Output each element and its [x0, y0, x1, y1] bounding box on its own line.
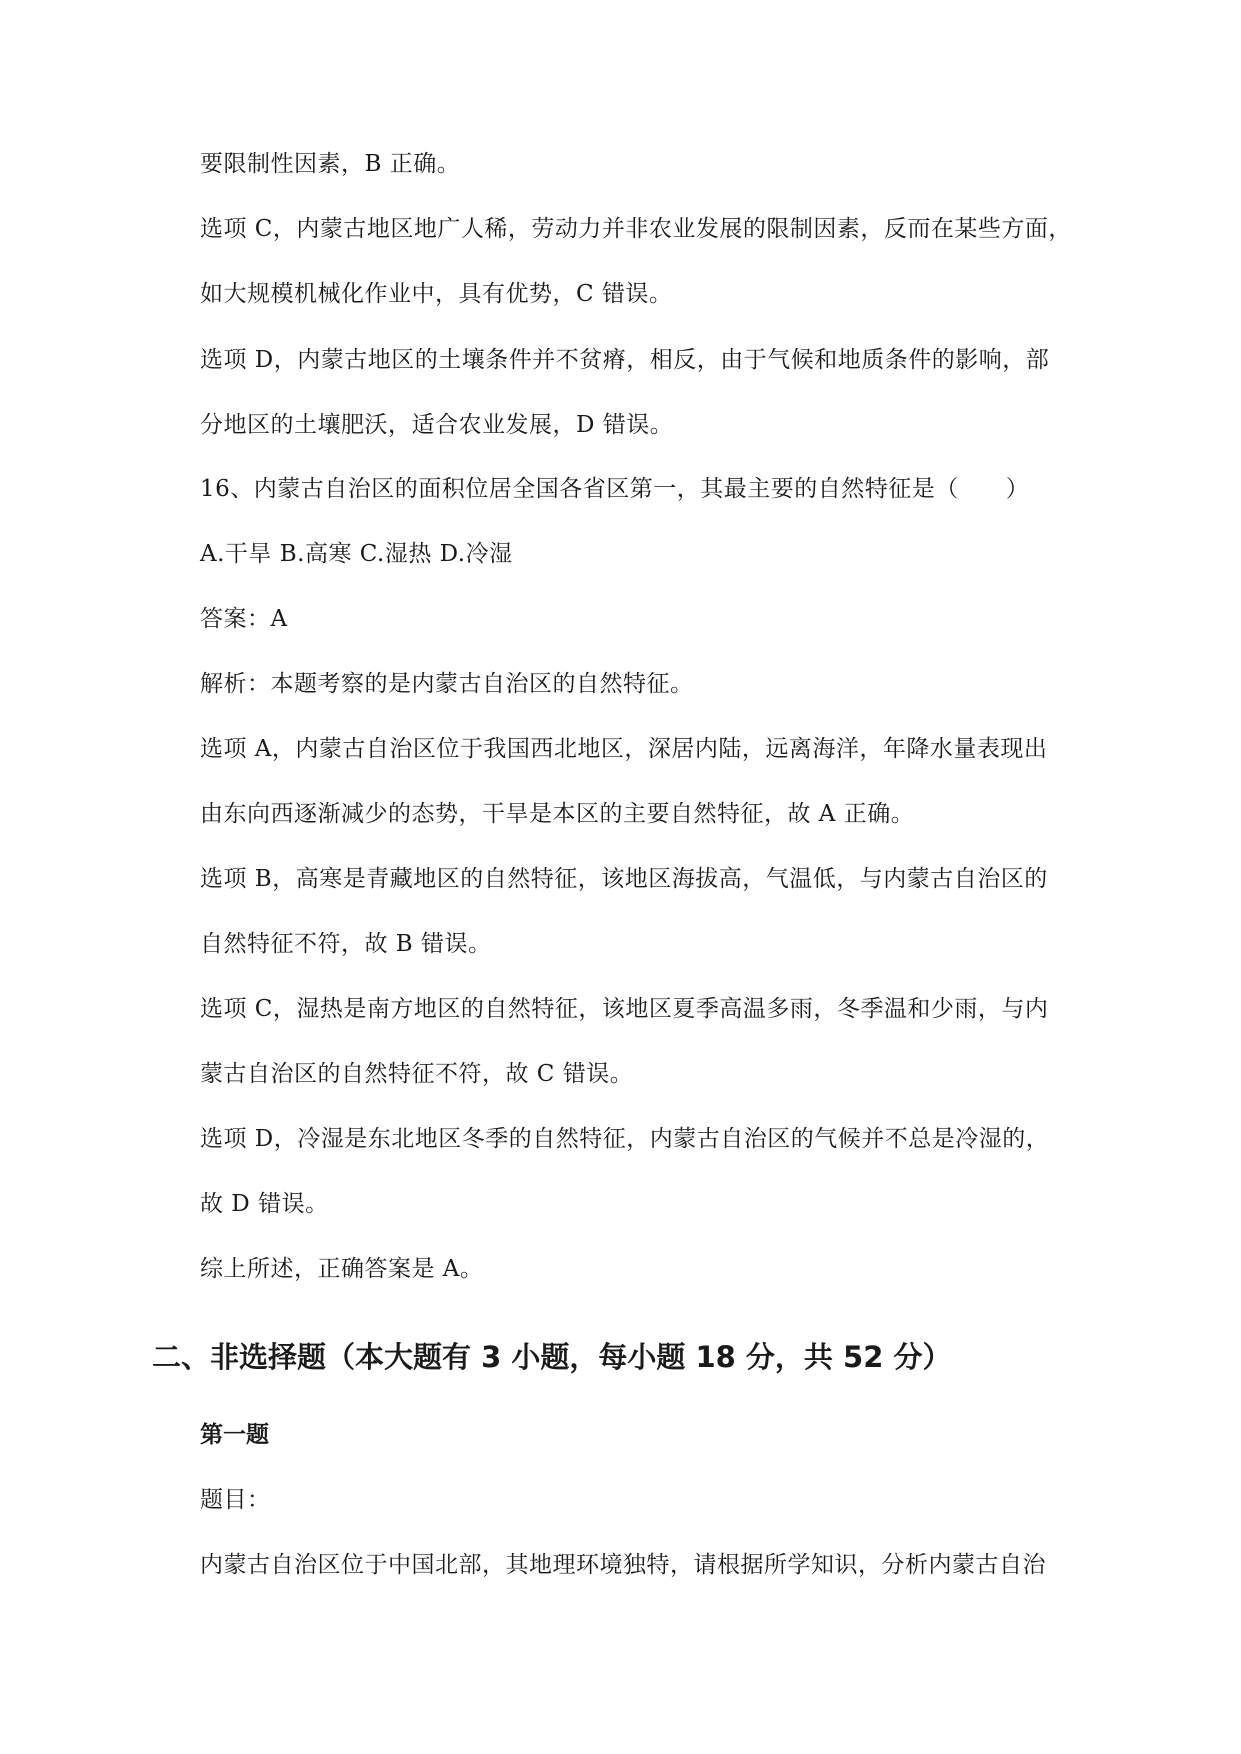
text-line: 分地区的土壤肥沃，适合农业发展，D 错误。 — [200, 412, 674, 438]
text-line: 选项 C，内蒙古地区地广人稀，劳动力并非农业发展的限制因素，反而在某些方面， — [200, 216, 1072, 242]
text-line: 如大规模机械化作业中，具有优势，C 错误。 — [200, 281, 673, 307]
text-line: 自然特征不符，故 B 错误。 — [200, 931, 492, 957]
question-heading: 第一题 — [200, 1422, 269, 1448]
text-line: 由东向西逐渐减少的态势，干旱是本区的主要自然特征，故 A 正确。 — [200, 801, 915, 827]
conclusion-line: 综上所述，正确答案是 A。 — [200, 1256, 484, 1282]
question-text: 内蒙古自治区位于中国北部，其地理环境独特，请根据所学知识，分析内蒙古自治 — [200, 1552, 1046, 1578]
text-line: 选项 A，内蒙古自治区位于我国西北地区，深居内陆，远离海洋，年降水量表现出 — [200, 736, 1048, 762]
text-line: 要限制性因素，B 正确。 — [200, 151, 461, 177]
analysis-line: 解析：本题考察的是内蒙古自治区的自然特征。 — [200, 671, 694, 697]
text-line: 蒙古自治区的自然特征不符，故 C 错误。 — [200, 1061, 634, 1087]
text-line: 选项 B，高寒是青藏地区的自然特征，该地区海拔高，气温低，与内蒙古自治区的 — [200, 866, 1048, 892]
text-line: 选项 C，湿热是南方地区的自然特征，该地区夏季高温多雨，冬季温和少雨，与内 — [200, 996, 1049, 1022]
answer-line: 答案：A — [200, 606, 288, 632]
question-16: 16、内蒙古自治区的面积位居全国各省区第一，其最主要的自然特征是（ ） — [200, 476, 1030, 502]
question-label: 题目： — [200, 1487, 271, 1513]
text-line: 选项 D，冷湿是东北地区冬季的自然特征，内蒙古自治区的气候并不总是冷湿的， — [200, 1126, 1050, 1152]
text-line: 选项 D，内蒙古地区的土壤条件并不贫瘠，相反，由于气候和地质条件的影响，部 — [200, 347, 1050, 373]
section-heading: 二、非选择题（本大题有 3 小题，每小题 18 分，共 52 分） — [152, 1340, 952, 1374]
question-16-options: A.干旱 B.高寒 C.湿热 D.冷湿 — [200, 541, 513, 567]
text-line: 故 D 错误。 — [200, 1191, 329, 1217]
